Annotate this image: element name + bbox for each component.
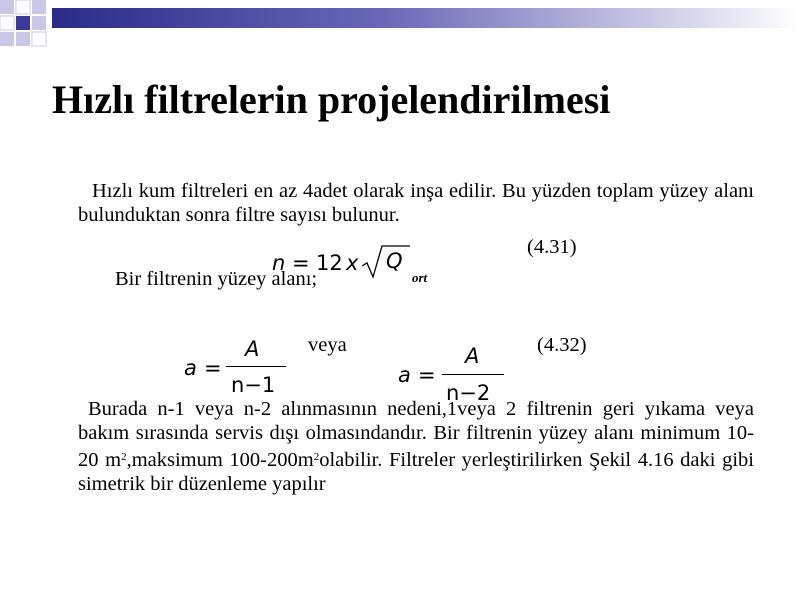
fraction-bar (442, 374, 504, 375)
banner-square (0, 32, 14, 46)
page-title: Hızlı filtrelerin projelendirilmesi (52, 77, 611, 122)
fraction-bar (226, 366, 286, 367)
paragraph-intro: Hızlı kum filtreleri en az 4adet olarak inşa edilir. Bu yüzden toplam yüzey alanı bulunduktan sonra filtre sayısı bulunur. (78, 180, 754, 226)
banner-square (32, 16, 46, 30)
banner-square (16, 32, 30, 46)
superscript: 2 (121, 451, 127, 463)
paragraph-surface-area: Bir filtrenin yüzey alanı; (115, 268, 318, 290)
banner-square (16, 16, 30, 30)
eq2-equals-b: = (418, 363, 436, 387)
eq2-numerator-b: A (465, 344, 480, 368)
banner-square (32, 32, 46, 46)
equation-number: (4.31) (527, 236, 577, 258)
banner-square (16, 0, 30, 14)
eq2-lhs-b: a (398, 363, 411, 387)
eq1-lhs: n (272, 251, 286, 275)
eq2-lhs-a: a (184, 356, 197, 380)
eq2-numerator-a: A (245, 337, 260, 361)
banner-square (0, 16, 14, 30)
eq1-coef: 12 (316, 251, 343, 275)
veya-label: veya (308, 334, 347, 356)
eq2-denominator-a: n−1 (231, 373, 276, 397)
eq2-equals-a: = (204, 356, 222, 380)
header-banner (0, 0, 800, 52)
eq1-equals: = (292, 251, 310, 275)
eq1-subscript: ort (412, 270, 428, 285)
equation-number: (4.32) (537, 334, 587, 356)
banner-square (0, 0, 14, 14)
text-span: Burada n-1 veya n-2 alınmasının nedeni,1veya 2 filtrenin geri yıkama veya bakım sırasında servis dışı olmasındandır. Bir filtrenin yüzey alanı minimum 10-20 m (78, 398, 754, 471)
superscript: 2 (313, 451, 320, 463)
eq2-denominator-b: n−2 (446, 381, 491, 405)
banner-gradient-bar (52, 8, 800, 28)
text-span: olabilir. Filtreler yerleştirilirken Şekil 4.16 daki gibi simetrik bir düzenleme yapılır (78, 449, 754, 495)
eq1-q: Q (386, 249, 403, 273)
paragraph-explanation (78, 397, 754, 496)
text-span: ,maksimum 100-200m (126, 449, 314, 471)
eq1-x: x (346, 251, 359, 275)
banner-square (32, 0, 46, 14)
